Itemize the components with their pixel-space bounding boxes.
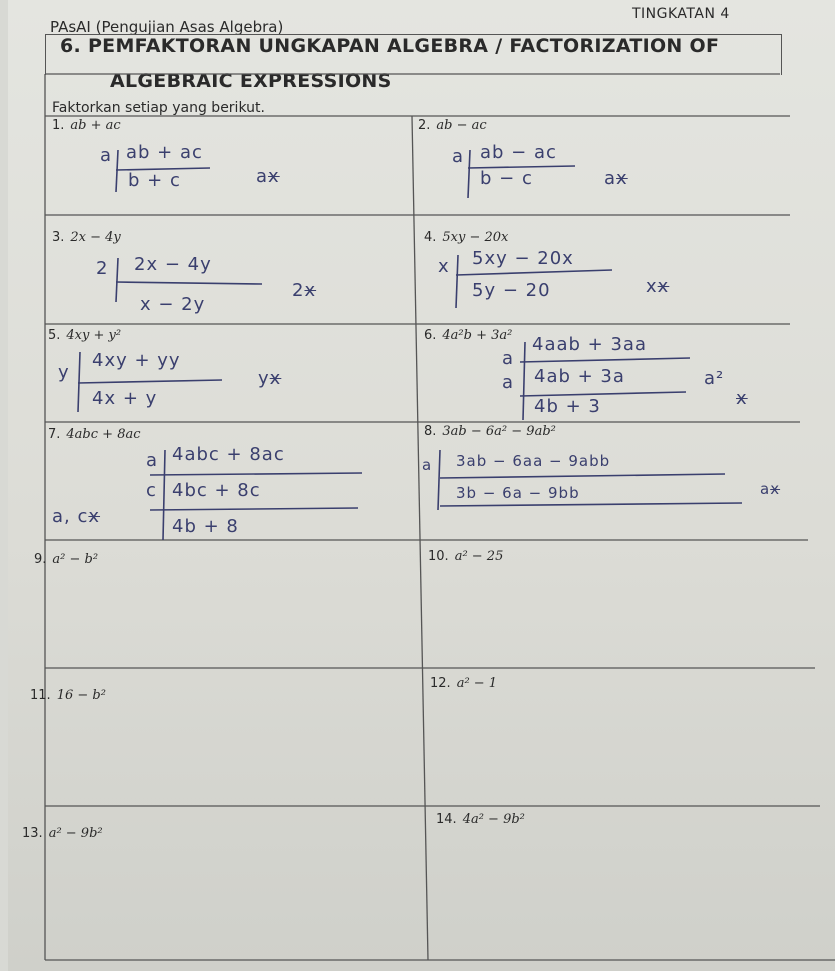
problem-expression: 16 − b² (56, 688, 106, 703)
problem-number: 3. (52, 230, 65, 245)
hw-answer: xx (646, 276, 670, 297)
hw-dividend: 3ab − 6aa − 9abb (456, 452, 611, 470)
hw-dividend: 5xy − 20x (472, 248, 574, 269)
hw-quotient: x − 2y (140, 294, 206, 315)
hw-answer: a, cx (52, 506, 101, 527)
problem-number: 2. (418, 118, 431, 133)
problem-expression: 4xy + y² (66, 328, 122, 343)
problem-number: 5. (48, 328, 61, 343)
problem-expression: ab − ac (436, 118, 487, 133)
hw-quotient: 4b + 3 (534, 396, 601, 417)
section-title-line2: ALGEBRAIC EXPRESSIONS (110, 70, 392, 92)
hw-divisor: a (146, 450, 159, 471)
hw-quotient: 4bc + 8c (172, 480, 261, 501)
problem-expression: a² − 25 (454, 549, 504, 564)
problem-number: 9. (34, 552, 47, 567)
problem-expression: a² − b² (52, 552, 99, 567)
hw-quotient: 4x + y (92, 388, 158, 409)
hw-divisor: y (58, 362, 70, 383)
hw-answer: yx (258, 368, 282, 389)
problem-expression: ab + ac (70, 118, 121, 133)
hw-divisor: a (502, 372, 515, 393)
hw-answer: ax (760, 480, 781, 498)
hw-answer: a² (704, 368, 725, 389)
problem-expression: 5xy − 20x (442, 230, 509, 245)
hw-answer: ax (256, 166, 280, 187)
problem-expression: 2x − 4y (70, 230, 121, 245)
hw-quotient: b + c (128, 170, 181, 191)
problem-number: 7. (48, 427, 61, 442)
hw-dividend: 4xy + yy (92, 350, 181, 371)
hw-answer: ax (604, 168, 628, 189)
problem-number: 13. (22, 826, 43, 841)
hw-quotient: 4ab + 3a (534, 366, 625, 387)
hw-divisor: x (438, 256, 450, 277)
problem-number: 1. (52, 118, 65, 133)
problem-number: 14. (436, 812, 457, 827)
hw-quotient: 4b + 8 (172, 516, 239, 537)
hw-dividend: 4aab + 3aa (532, 334, 647, 355)
instruction: Faktorkan setiap yang berikut. (52, 100, 265, 116)
hw-divisor: c (146, 480, 157, 501)
problem-number: 6. (424, 328, 437, 343)
problem-number: 10. (428, 549, 449, 564)
hw-answer-struck: x (736, 388, 748, 409)
hw-quotient: 5y − 20 (472, 280, 551, 301)
hw-divisor: a (452, 146, 465, 167)
hw-divisor: 2 (96, 258, 109, 279)
problem-expression: 4abc + 8ac (66, 427, 141, 442)
hw-quotient: b − c (480, 168, 533, 189)
hw-dividend: ab − ac (480, 142, 557, 163)
problem-number: 4. (424, 230, 437, 245)
section-title-line1: 6. PEMFAKTORAN UNGKAPAN ALGEBRA / FACTORIZATION OF (60, 35, 720, 57)
worksheet-subject: PAsAI (Pengujian Asas Algebra) (50, 18, 284, 36)
hw-divisor: a (422, 456, 433, 474)
worksheet-level: TINGKATAN 4 (632, 6, 730, 22)
problem-expression: 4a²b + 3a² (442, 328, 513, 343)
hw-quotient: 3b − 6a − 9bb (456, 484, 580, 502)
hw-divisor: a (502, 348, 515, 369)
hw-divisor: a (100, 145, 113, 166)
problem-expression: 3ab − 6a² − 9ab² (442, 424, 556, 439)
hw-dividend: 4abc + 8ac (172, 444, 285, 465)
hw-dividend: ab + ac (126, 142, 203, 163)
hw-dividend: 2x − 4y (134, 254, 212, 275)
hw-answer: 2x (292, 280, 317, 301)
problem-expression: 4a² − 9b² (462, 812, 525, 827)
problem-number: 8. (424, 424, 437, 439)
problem-expression: a² − 1 (456, 676, 498, 691)
problem-number: 11. (30, 688, 51, 703)
problem-expression: a² − 9b² (48, 826, 103, 841)
problem-number: 12. (430, 676, 451, 691)
